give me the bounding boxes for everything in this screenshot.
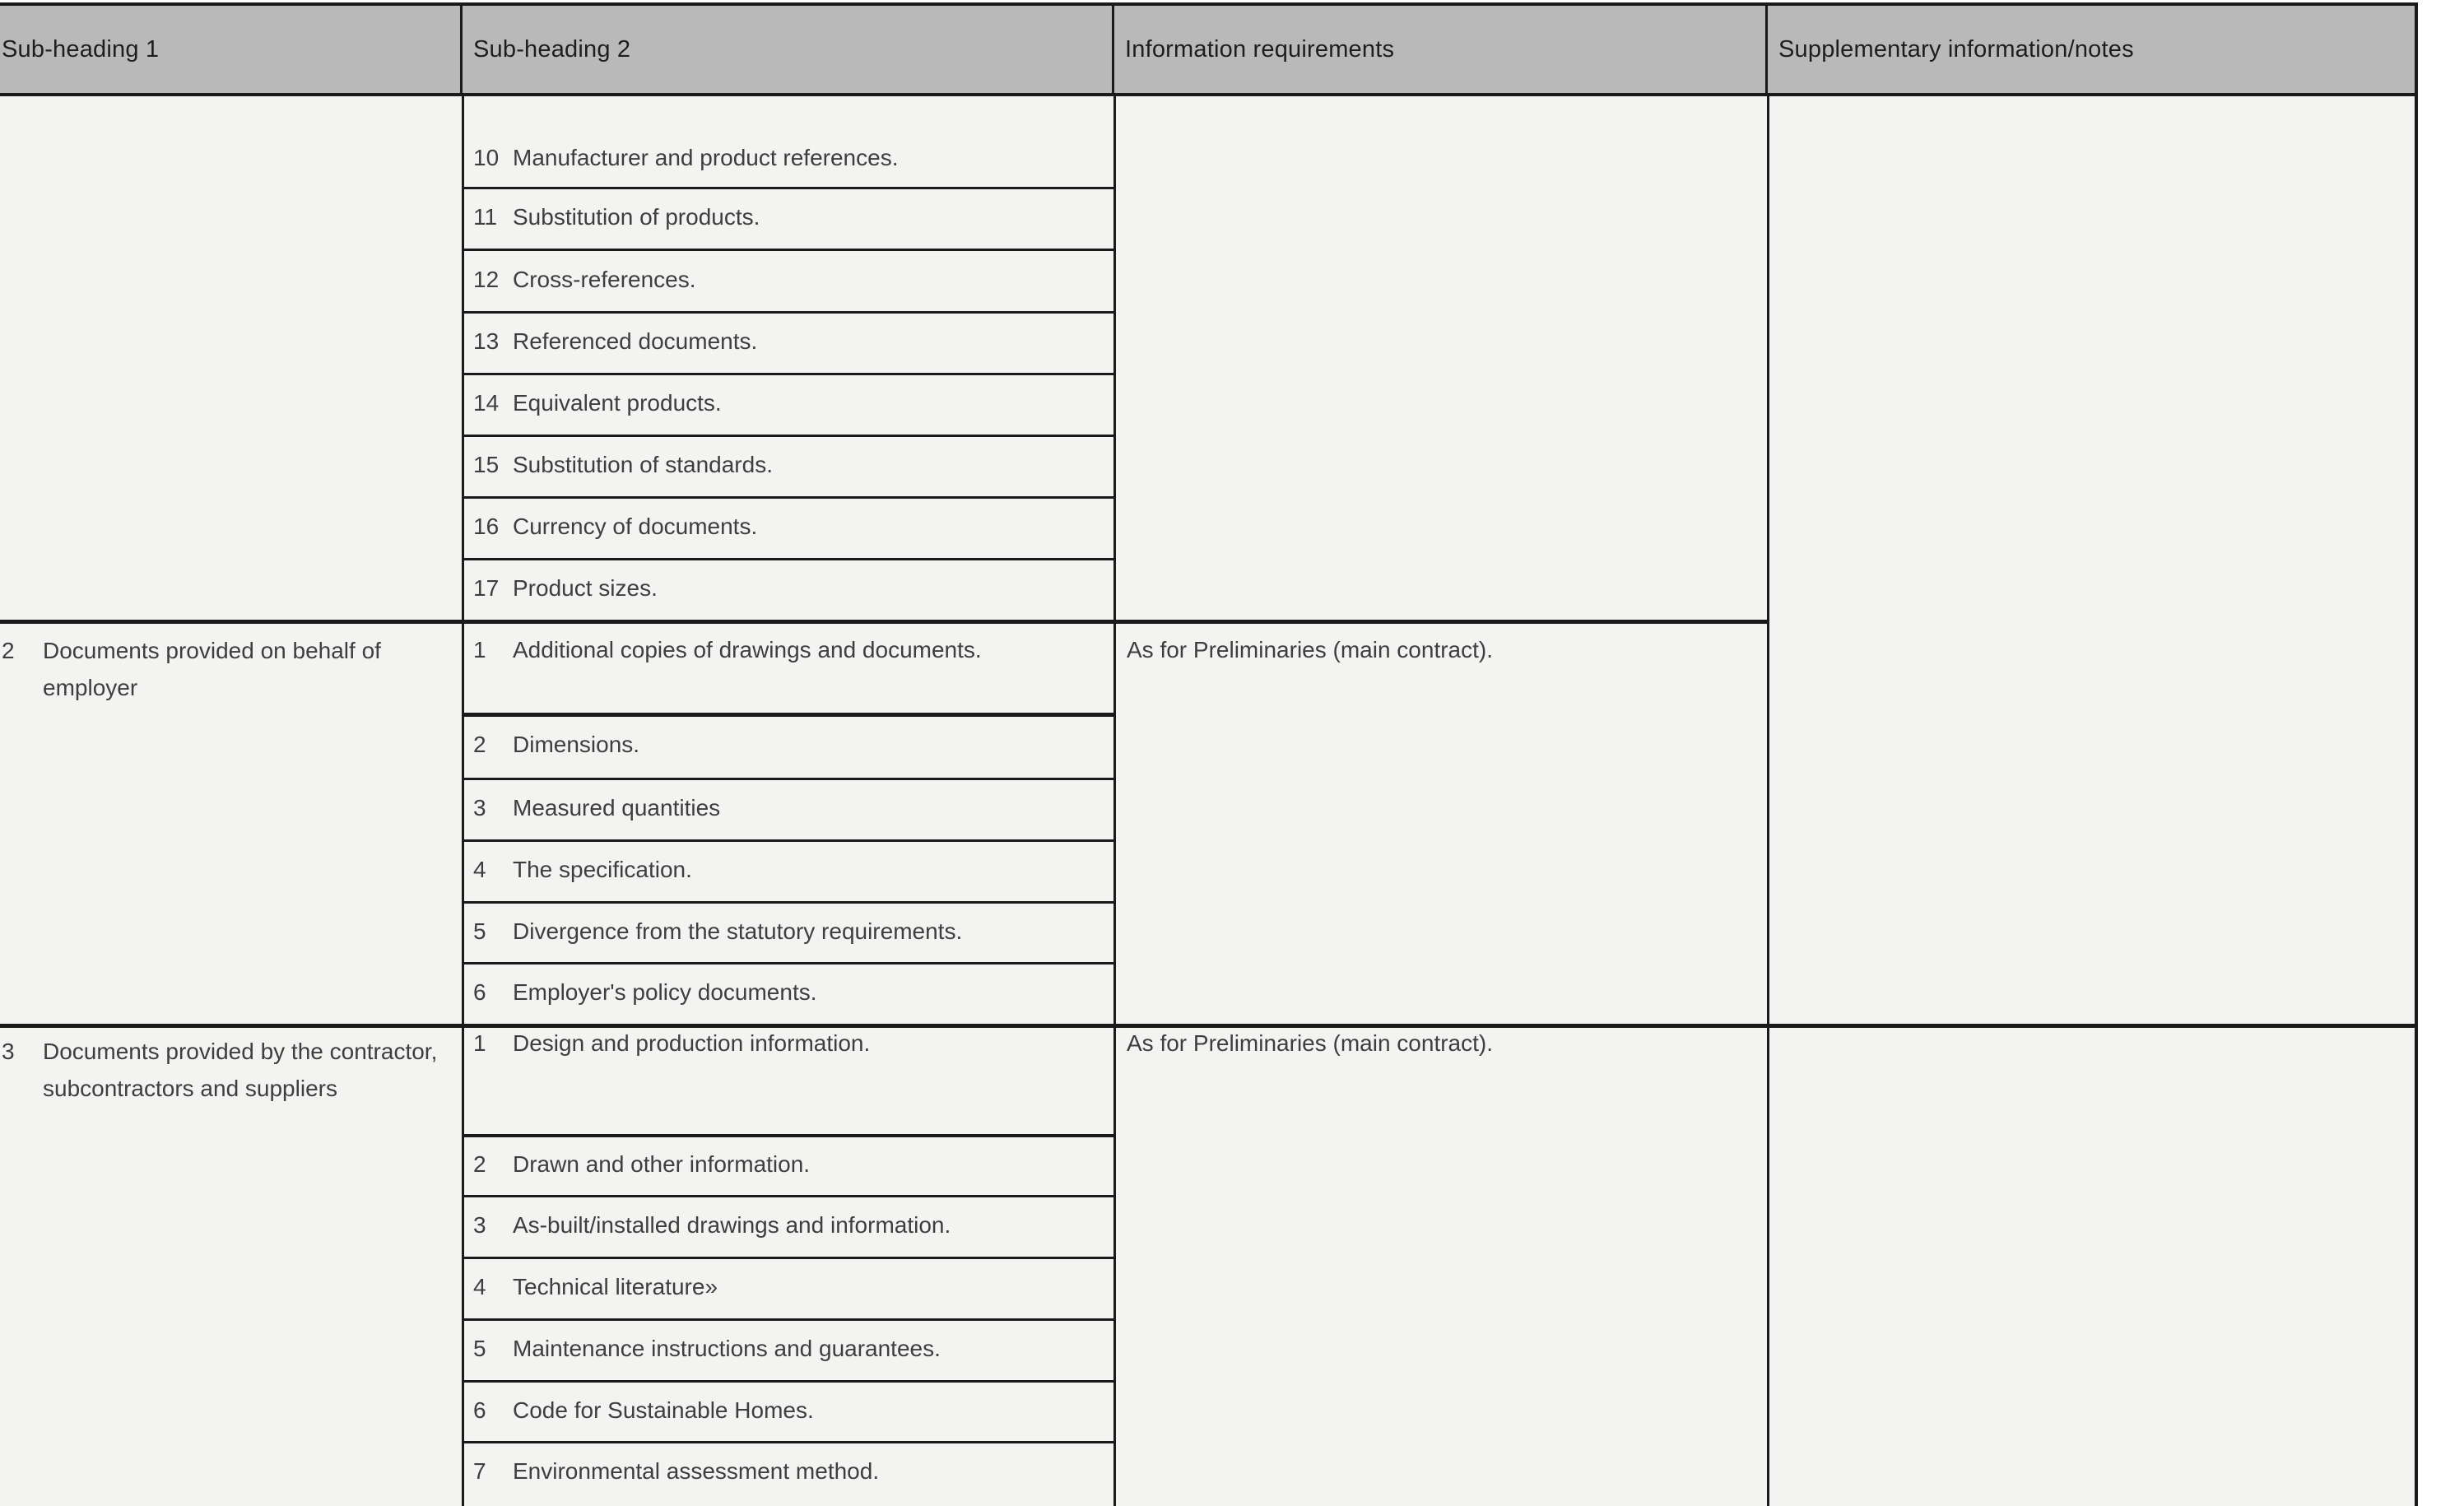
row-separator [462,713,1114,717]
header-label: Sub-heading 2 [473,35,631,63]
row-separator [462,901,1114,904]
row-item [473,852,1107,888]
row-item [473,140,1107,176]
row-separator [462,962,1114,964]
row-item [473,1269,1107,1305]
header-cell-sub-heading-2 [463,6,1114,93]
header-cell-supplementary-notes [1768,6,2418,93]
row-separator [462,373,1114,375]
row-item [473,323,1107,360]
grid-line-col1-col2 [462,96,464,1506]
item-label: Substitution of standards. [513,452,773,477]
item-number: 3 [473,795,486,820]
grid-line-col2-col3 [1113,96,1116,1506]
item-label: The specification. [513,857,692,882]
row-item [473,1025,1107,1062]
row-item [473,1207,1107,1243]
item-label: Product sizes. [513,575,658,601]
section-heading [2,1033,450,1107]
item-label: Manufacturer and product references. [513,145,899,170]
row-separator [462,249,1114,251]
item-number: 2 [473,1151,486,1177]
row-item [473,509,1107,545]
row-separator [462,1257,1114,1259]
row-separator [462,1318,1114,1321]
item-label: Equivalent products. [513,390,722,416]
item-number: 7 [473,1458,486,1484]
item-label: Design and production information. [513,1030,871,1056]
table-body [0,96,2418,1506]
item-number: 2 [473,732,486,757]
item-number: 17 [473,575,500,601]
section-heading [2,632,450,706]
row-item [473,790,1107,826]
item-number: 6 [473,1397,486,1423]
item-label: Additional copies of drawings and documents. [513,637,982,662]
item-label: Drawn and other information. [513,1151,811,1177]
header-cell-sub-heading-1 [0,6,463,93]
row-item [473,1146,1107,1183]
item-number: 1 [473,637,486,662]
item-label: Substitution of products. [513,204,760,230]
item-label: Maintenance instructions and guarantees. [513,1336,941,1361]
section-number: 3 [2,1039,15,1064]
row-item [473,974,1107,1011]
item-label: Referenced documents. [513,328,758,354]
header-label: Sub-heading 1 [2,35,160,63]
row-item [473,632,1107,668]
item-label: Divergence from the statutory requirements. [513,918,963,944]
item-number: 15 [473,452,500,477]
item-number: 16 [473,514,500,539]
row-separator [462,311,1114,314]
item-label: Dimensions. [513,732,640,757]
item-label: Measured quantities [513,795,721,820]
row-separator [462,496,1114,499]
item-label: Technical literature» [513,1274,718,1299]
row-separator [462,1134,1114,1137]
item-number: 4 [473,857,486,882]
item-number: 14 [473,390,500,416]
item-label: Employer's policy documents. [513,979,817,1005]
item-number: 12 [473,267,500,292]
header-label: Supplementary information/notes [1778,35,2134,63]
row-item [473,447,1107,483]
row-separator [462,778,1114,780]
section-number: 2 [2,638,15,663]
row-item [473,262,1107,298]
item-number: 4 [473,1274,486,1299]
info-requirement: As for Preliminaries (main contract). [1127,1030,1494,1056]
row-item [473,1392,1107,1429]
item-number: 5 [473,1336,486,1361]
item-label: Currency of documents. [513,514,758,539]
row-item [473,727,1107,763]
row-item [473,913,1107,950]
row-separator [462,1195,1114,1197]
row-item [473,385,1107,421]
row-item [473,1331,1107,1367]
item-number: 6 [473,979,486,1005]
row-item [473,570,1107,607]
row-separator [462,839,1114,842]
section-heading-label: Documents provided on behalf of employer [43,638,381,700]
row-item [473,1453,1107,1490]
info-requirement: As for Preliminaries (main contract). [1127,637,1494,662]
item-number: 1 [473,1030,486,1056]
section-heading-label: Documents provided by the contractor, subcontractors and suppliers [43,1039,438,1101]
row-separator [462,435,1114,437]
row-item [473,199,1107,235]
grid-line-right-edge [2415,96,2418,1506]
header-cell-information-requirements [1114,6,1768,93]
item-number: 3 [473,1212,486,1238]
item-label: Environmental assessment method. [513,1458,880,1484]
item-label: Code for Sustainable Homes. [513,1397,814,1423]
item-label: Cross-references. [513,267,696,292]
item-number: 5 [473,918,486,944]
row-separator [462,187,1114,189]
header-label: Information requirements [1125,35,1395,63]
item-label: As-built/installed drawings and information. [513,1212,951,1238]
row-separator [462,1380,1114,1383]
item-number: 11 [473,204,498,230]
item-number: 10 [473,145,500,170]
row-separator [462,1441,1114,1443]
row-separator [462,558,1114,560]
section-divider [0,620,1768,624]
grid-line-col3-col4 [1767,96,1769,1506]
header-row [0,6,2418,93]
item-number: 13 [473,328,500,354]
